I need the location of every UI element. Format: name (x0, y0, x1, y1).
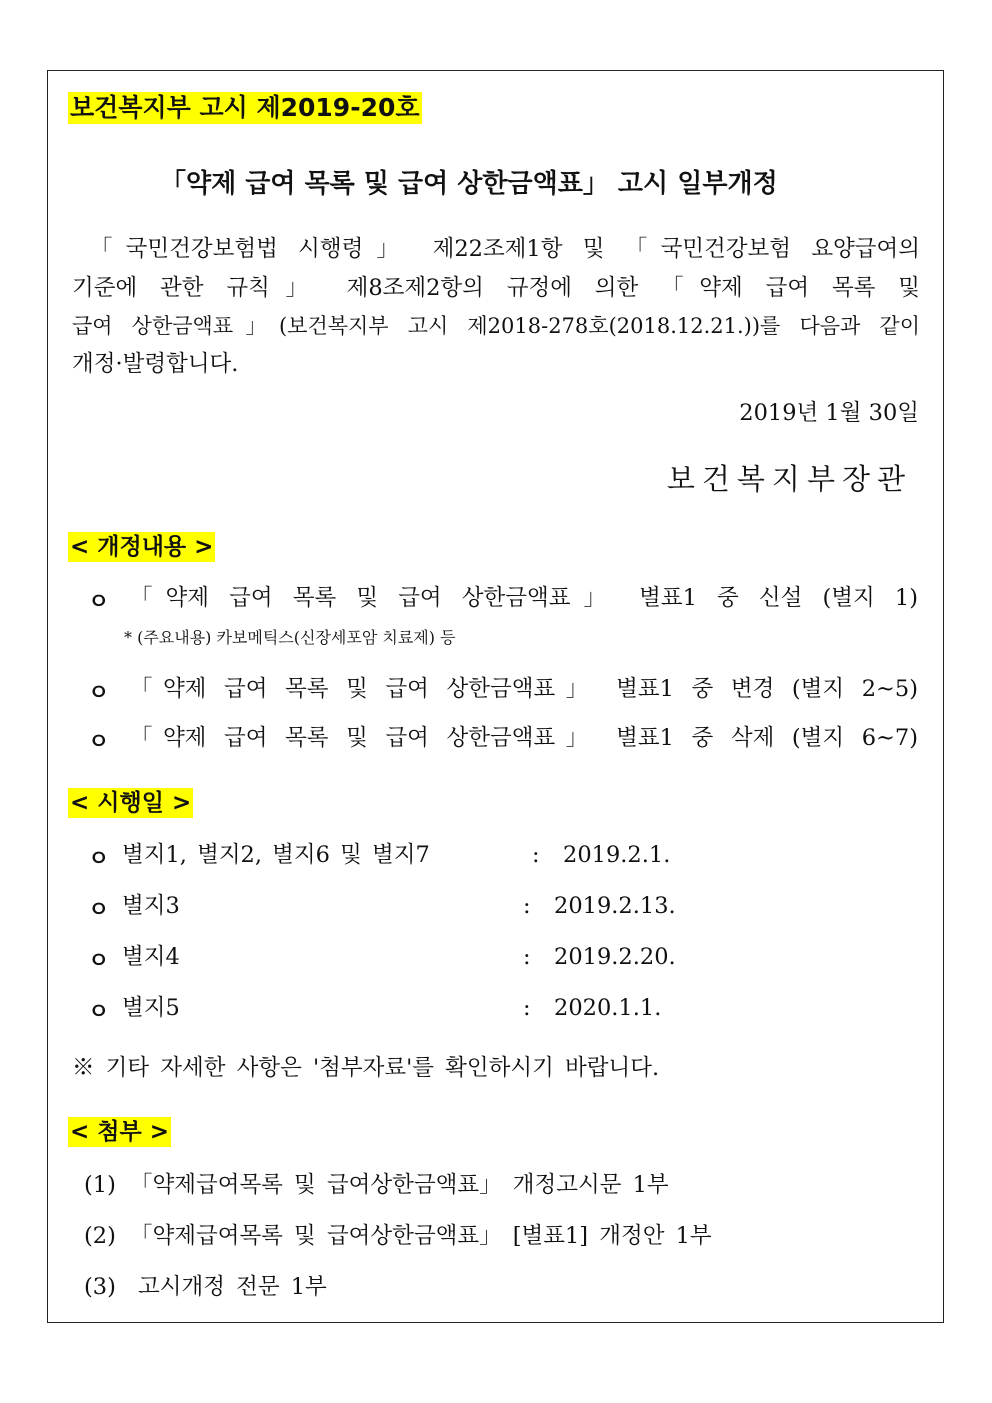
attachment-item-2: 「약제급여목록 및 급여상한금액표」 [별표1] 개정안 1부 (130, 1223, 712, 1249)
amendment-heading: < 개정내용 > (70, 534, 214, 560)
notice-number: 보건복지부 고시 제2019-20호 (70, 93, 420, 122)
bullet-icon: ㅇ (88, 898, 110, 923)
effective-row-label: 별지4 (122, 944, 180, 970)
attachments-heading: < 첨부 > (70, 1119, 169, 1145)
notice-text: ※ 기타 자세한 사항은 '첨부자료'를 확인하시기 바랍니다. (72, 1055, 660, 1081)
bullet-icon: ㅇ (88, 590, 110, 615)
effective-row-label: 별지3 (122, 893, 180, 919)
attachment-item-1: 「약제급여목록 및 급여상한금액표」 개정고시문 1부 (130, 1172, 669, 1198)
intro-line-3: 급여 상한금액표」(보건복지부 고시 제2018-278호(2018.12.21.))를 다음과 같이 (72, 314, 920, 338)
effective-row-date: 2019.2.20. (554, 944, 676, 970)
attachment-number: (2) (84, 1223, 116, 1249)
bullet-icon: ㅇ (88, 847, 110, 872)
document-title: 「약제 급여 목록 및 급여 상한금액표」 고시 일부개정 (160, 169, 778, 199)
amendment-item-1: 「약제 급여 목록 및 급여 상한금액표」 별표1 중 신설 (별지 1) (130, 585, 918, 611)
bullet-icon: ㅇ (88, 681, 110, 706)
effective-row-colon: : (532, 842, 540, 868)
effective-row-colon: : (523, 944, 531, 970)
effective-date-heading: < 시행일 > (70, 790, 192, 816)
minister-signature: 보건복지부장관 (666, 462, 912, 496)
effective-row-colon: : (523, 893, 531, 919)
amendment-item-3: 「약제 급여 목록 및 급여 상한금액표」 별표1 중 삭제 (별지 6~7) (130, 725, 918, 751)
attachment-number: (1) (84, 1172, 116, 1198)
effective-row-date: 2020.1.1. (554, 995, 662, 1021)
amendment-item-1-note: * (주요내용) 카보메틱스(신장세포암 치료제) 등 (124, 628, 456, 647)
effective-row-date: 2019.2.1. (563, 842, 671, 868)
intro-line-1: 「국민건강보험법 시행령」 제22조제1항 및 「국민건강보험 요양급여의 (90, 236, 920, 262)
intro-line-2: 기준에 관한 규칙」 제8조제2항의 규정에 의한 「약제 급여 목록 및 (72, 275, 920, 301)
bullet-icon: ㅇ (88, 1000, 110, 1025)
effective-row-colon: : (523, 995, 531, 1021)
effective-row-label: 별지1, 별지2, 별지6 및 별지7 (122, 842, 430, 868)
attachment-item-3: 고시개정 전문 1부 (138, 1274, 327, 1300)
amendment-item-2: 「약제 급여 목록 및 급여 상한금액표」 별표1 중 변경 (별지 2~5) (130, 676, 918, 702)
intro-line-4: 개정·발령합니다. (72, 351, 239, 377)
notice-date: 2019년 1월 30일 (739, 400, 919, 426)
effective-row-date: 2019.2.13. (554, 893, 676, 919)
attachment-number: (3) (84, 1274, 116, 1300)
effective-row-label: 별지5 (122, 995, 180, 1021)
bullet-icon: ㅇ (88, 730, 110, 755)
bullet-icon: ㅇ (88, 949, 110, 974)
